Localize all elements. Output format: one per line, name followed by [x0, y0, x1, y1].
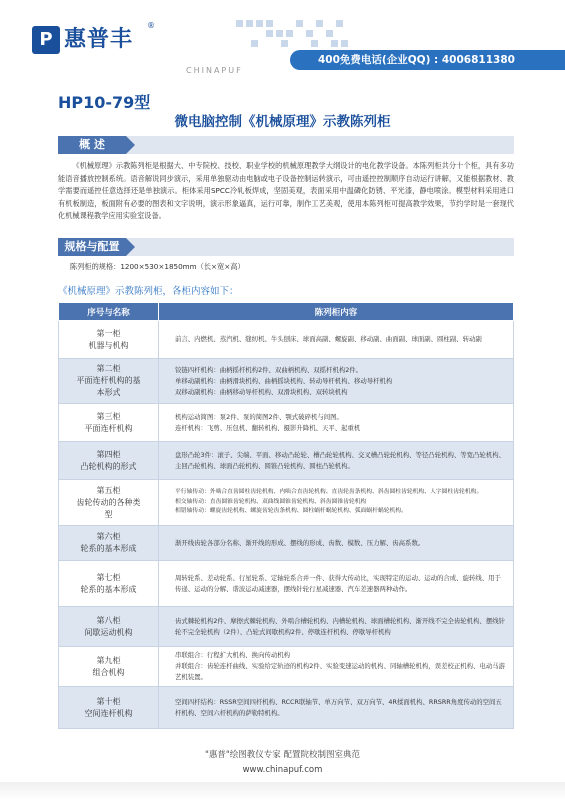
page-header	[0, 0, 565, 82]
decorative-square	[331, 40, 338, 47]
content-line: 平行轴传动：外啮合直齿圆柱齿轮机构、内啮合直齿轮机构、直齿轮齿条机构、斜齿圆柱齿轮机构、人字圆柱齿轮机构。	[175, 489, 483, 496]
cabinet-content	[159, 647, 514, 687]
cabinet-content	[159, 404, 514, 442]
decorative-square	[316, 20, 323, 27]
cabinet-name: 凸轮机构的形式	[80, 461, 137, 471]
decorative-square	[276, 30, 283, 37]
overview-text: 《机械原理》示教陈列柜是根据大、中专院校、技校、职业学校的机械原理教学大纲设计的电化教学设备。本陈列柜共分十个柜，具有多功能语音播放控制系统。语音解说同步演示，采用单独驱动由电脑或电子设备控制运转演示，可由遥控控制顺序自动运行讲解，又能根据教材、教学需要而遥控任意选择还是单独演示。柜体采用SPCC冷轧板焊成，坚固美观，表面采用中温磷化防锈、平光漆，静电喷涂。模型材料采用进口有机板制造，板面附有必要的图表和文字说明，演示形象逼真，运行可靠，制作工艺美观，使用本陈列柜可提高教学效果，节约学时是一套现代化机械课程教学应用实验室设备。	[58, 161, 514, 221]
cabinet-name: 平面连杆机构的基本形式	[76, 376, 141, 397]
table-row	[59, 687, 514, 729]
decorative-square	[296, 20, 303, 27]
cabinet-name: 轮系的基本形成	[80, 544, 137, 553]
cabinet-label	[59, 321, 159, 359]
table-row	[59, 359, 514, 404]
decorative-square	[306, 30, 313, 37]
cabinet-label	[59, 607, 159, 647]
cabinet-size: 陈列柜的规格：1200×530×1850mm（长×宽×高）	[70, 262, 245, 271]
cabinet-label	[59, 404, 159, 442]
content-line: 连杆机构：飞剪、压包机、翻转机构、摄影升降机、天平、起重机	[175, 423, 361, 432]
content-line: 前言、内燃机、蒸汽机、缝纫机、牛头刨床、球面高副、螺旋副、移动副、曲面副、球面副、圆柱副、转动副	[175, 335, 482, 343]
cabinet-content	[159, 687, 514, 729]
content-line: 相错轴传动：螺旋齿轮机构、螺旋齿轮齿条机构、圆柱蜗杆蜗轮机构、弧面蜗杆蜗轮机构。	[175, 508, 407, 515]
brand-logo-icon: P	[32, 26, 60, 54]
table-row	[59, 607, 514, 647]
page-footer	[0, 748, 565, 778]
table-row	[59, 561, 514, 607]
content-line: 渐开线齿轮各部分名称、渐开线的形成、摆线的形成、齿数、模数、压力解、齿高系数。	[175, 538, 425, 547]
decorative-square	[246, 20, 253, 27]
registered-mark: ®	[147, 21, 155, 30]
cabinet-content	[159, 526, 514, 561]
content-line: 铰链四杆机构：曲柄摇杆机构2件、双曲柄机构、双摇杆机构2件。	[175, 365, 363, 374]
decorative-square	[326, 30, 333, 37]
table-header-row	[59, 303, 514, 321]
decorative-square	[251, 40, 258, 47]
overview-section-header	[58, 136, 514, 154]
brand-english-name: CHINAPUF	[186, 66, 243, 75]
cabinet-number: 第二柜	[96, 364, 121, 373]
content-line: 机构运动简图：泵2件、泵的简图2件、颚式破碎机与间图。	[175, 412, 343, 421]
content-line: 盘形凸轮3件：滚子、尖端、平面、移动凸轮轮、槽凸轮轮机构、交叉槽凸轮轮机构、等径凸轮机构、等宽凸轮机构、主回凸轮机构、球面凸轮机构、圆锥凸轮机构、圆柱凸轮机构。	[175, 450, 505, 470]
table-row	[59, 526, 514, 561]
section-arrow-icon	[126, 238, 135, 256]
cabinet-content	[159, 607, 514, 647]
cabinet-number: 第四柜	[96, 449, 121, 459]
decorative-square	[311, 40, 318, 47]
cabinet-label	[59, 687, 159, 729]
cabinet-name: 机器与机构	[88, 340, 129, 350]
content-line: 单移动副机构：曲柄滑块机构、曲柄摇块机构、转动导杆机构、移动导杆机构	[175, 376, 393, 385]
cabinet-content	[159, 359, 514, 404]
cabinet-label	[59, 359, 159, 404]
cabinet-name: 轮系的基本形成	[80, 584, 137, 594]
content-line: 空间四杆结构：RSSR空间四杆机构、RCCR联轴节、单万向节、双万向节、4R揉面机构、RRSRR角度传动的空间五杆机构、空间六杆机构的萨勒特机构。	[175, 697, 502, 717]
content-line: 并联组合：齿轮连杆曲线、实验给定轨迹的机构2件、实验变速运动的机构、同轴槽轮机构，误差校正机构、电动马游艺机装置。	[175, 662, 505, 681]
decorative-square	[256, 20, 263, 27]
table-row	[59, 404, 514, 442]
page-title: 微电脑控制《机械原理》示教陈列柜	[174, 114, 391, 130]
cabinet-number: 第八柜	[96, 615, 121, 625]
table-row	[59, 321, 514, 359]
cabinet-content	[159, 561, 514, 607]
cabinet-table	[58, 302, 514, 729]
decorative-square	[336, 20, 343, 27]
cabinet-label	[59, 561, 159, 607]
phone-number[interactable]: 400免费电话(企业QQ) : 4006811380	[318, 54, 515, 66]
cabinet-name: 齿轮传动的各种类型	[76, 497, 141, 519]
decorative-squares	[236, 18, 356, 54]
cabinet-label	[59, 647, 159, 687]
decorative-square	[266, 20, 273, 27]
section-arrow-icon	[126, 136, 135, 154]
cabinet-content	[159, 321, 514, 359]
content-line: 相交轴传动：直齿圆锥齿轮机构、双曲线圆锥齿轮机构、斜齿圆锥齿轮机构	[175, 498, 367, 505]
specs-section-header	[58, 238, 514, 256]
cabinet-name: 空间连杆机构	[84, 708, 133, 718]
decorative-square	[236, 20, 243, 27]
table-row	[59, 480, 514, 526]
table-caption: 《机械原理》示教陈列柜，各柜内容如下：	[58, 286, 239, 297]
decorative-square	[281, 40, 288, 47]
cabinet-name: 组合机构	[92, 667, 125, 677]
table-row	[59, 442, 514, 480]
footer-website[interactable]: www.chinapuf.com	[242, 765, 323, 775]
cabinet-content	[159, 442, 514, 480]
model-number: HP10-79型	[58, 93, 151, 112]
decorative-square	[266, 30, 273, 37]
overview-heading: 概 述	[58, 136, 126, 154]
cabinet-number: 第一柜	[96, 328, 121, 338]
cabinet-number: 第七柜	[96, 572, 121, 582]
cabinet-label	[59, 442, 159, 480]
column-header-content: 陈列柜内容	[159, 303, 514, 321]
content-line: 周转轮系、差动轮系、行星轮系、定轴轮系合并一件、获得大传动比，实现特定的运动、运动的合成、旋转线、用于传递、运动的分解、谐波运动减速器，摆线针轮行星减速器、汽车差速器两种动作。	[175, 573, 501, 593]
cabinet-label	[59, 480, 159, 526]
content-line: 齿式棘轮机构2件、摩擦式棘轮机构、外啮合槽轮机构、内槽轮机构、球面槽轮机构、渐开线不完全齿轮机构、摆线针轮不完全轮机构（2件）、凸轮式间歇机构2件、停歇连杆机构、停歇导杆机构	[175, 616, 505, 636]
brand-name: 惠普丰	[64, 27, 134, 52]
cabinet-number: 第三柜	[96, 411, 121, 421]
cabinet-content	[159, 480, 514, 526]
specs-heading: 规格与配置	[58, 238, 126, 256]
cabinet-number: 第九柜	[96, 655, 121, 665]
table-row	[59, 647, 514, 687]
cabinet-name: 平面连杆机构	[84, 423, 133, 433]
content-line: 串联组合：行程扩大机构、换向传动机构	[175, 651, 291, 659]
decorative-square	[286, 30, 293, 37]
cabinet-number: 第六柜	[96, 532, 121, 541]
cabinet-number: 第十柜	[96, 696, 121, 706]
column-header-number-name: 序号与名称	[59, 303, 159, 321]
cabinet-number: 第五柜	[96, 485, 121, 495]
decorative-square	[341, 40, 348, 47]
footer-slogan: "惠普"绘图教仪专家 配置院校制图室典范	[204, 750, 361, 760]
content-line: 双移动副机构：曲柄移动导杆机构、双滑块机构、双转块机构	[175, 387, 348, 396]
cabinet-name: 间歇运动机构	[84, 627, 133, 637]
footer-bar	[0, 782, 565, 800]
cabinet-label	[59, 526, 159, 561]
